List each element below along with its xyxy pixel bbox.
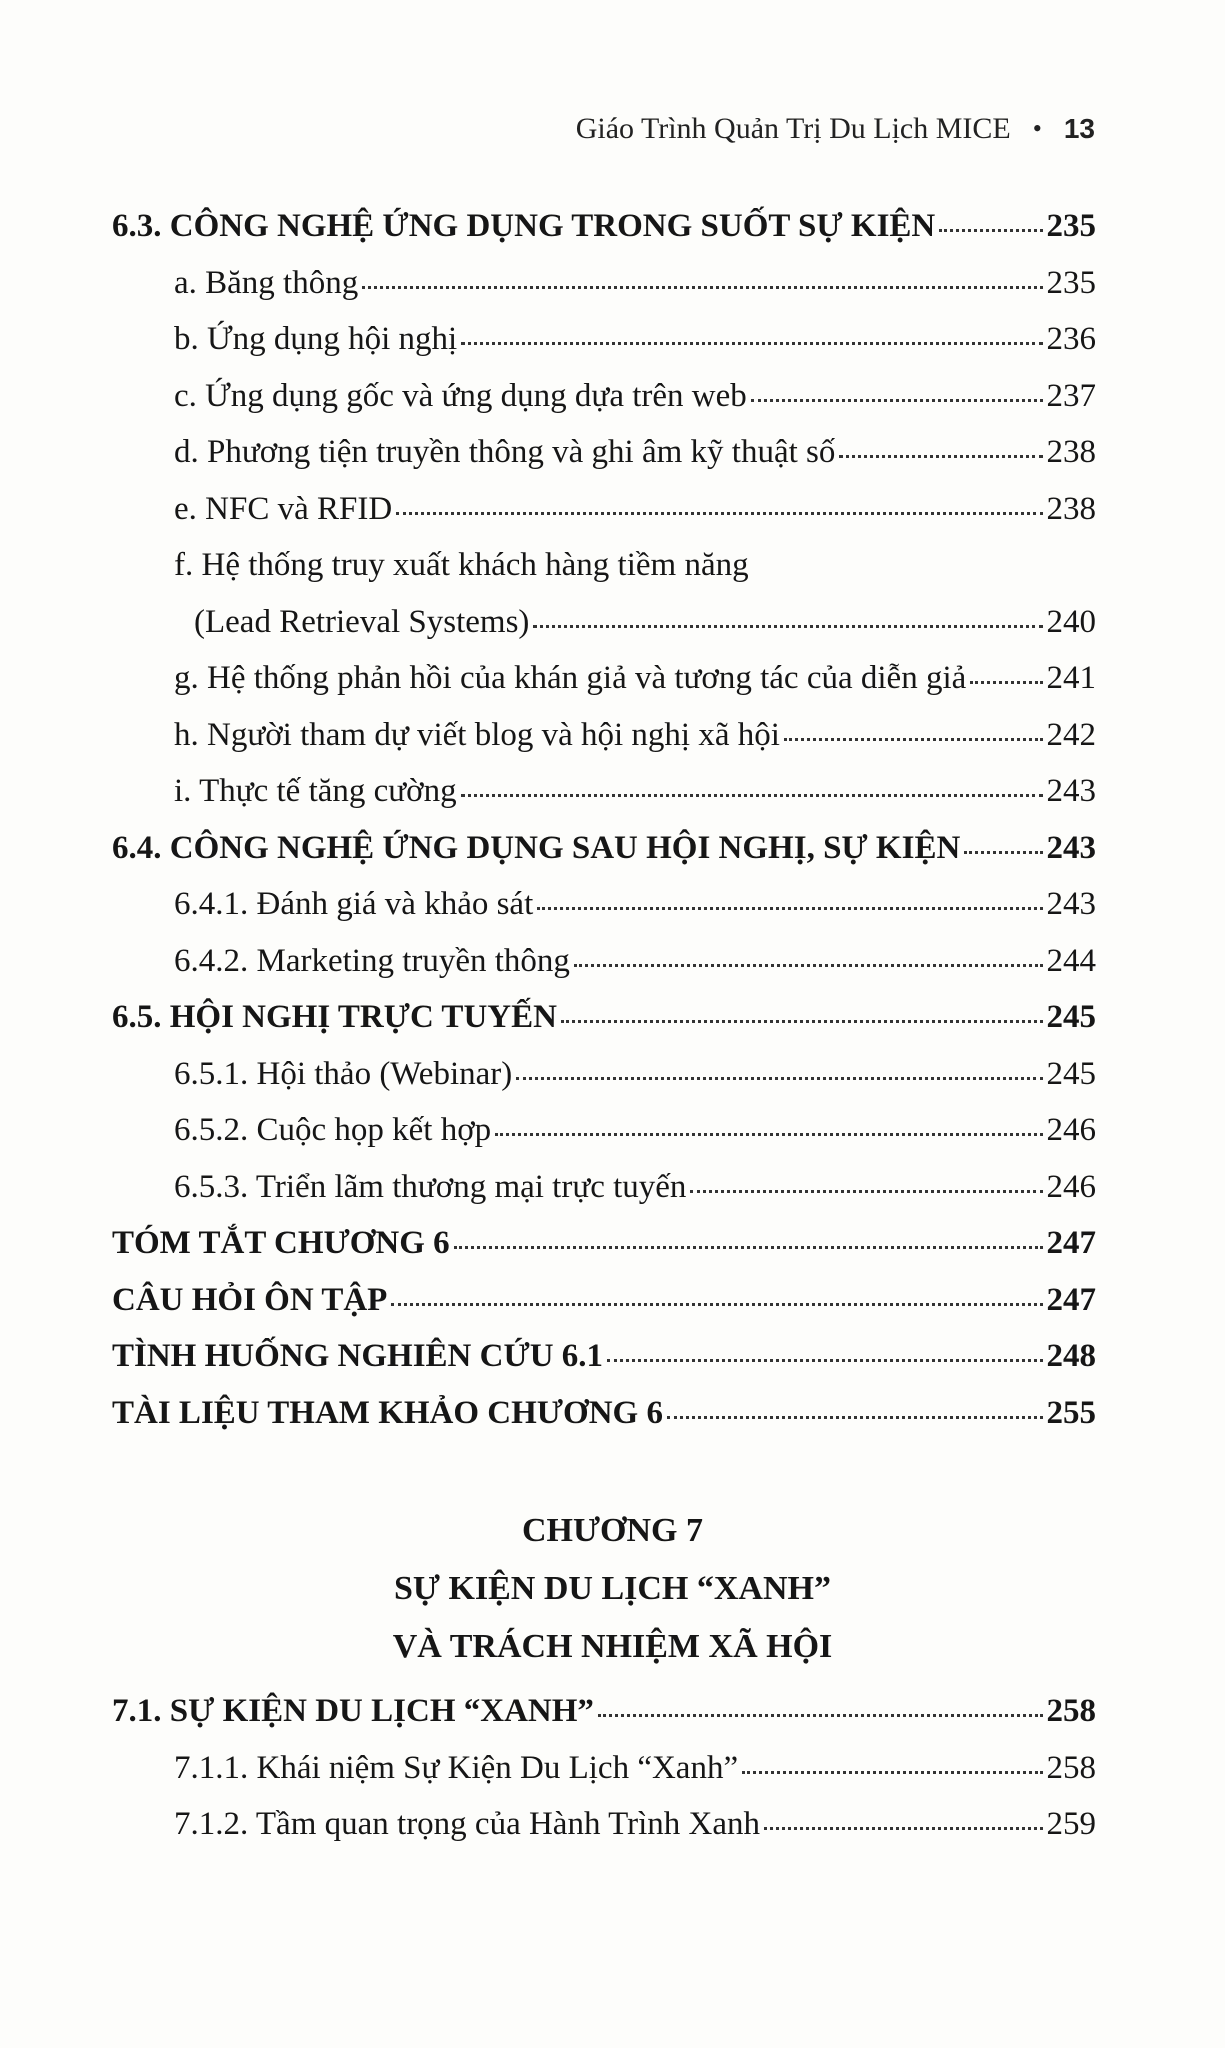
toc-entry xyxy=(112,650,1096,707)
toc-entry xyxy=(112,876,1096,933)
dot-leader xyxy=(964,851,1042,854)
dot-leader xyxy=(454,1246,1043,1249)
dot-leader xyxy=(970,681,1042,684)
toc-entry-page: 247 xyxy=(1046,1225,1096,1261)
dot-leader xyxy=(391,1303,1042,1306)
toc-entry-title: g. Hệ thống phản hồi của khán giả và tương tác của diễn giả xyxy=(174,660,967,696)
toc-entry xyxy=(112,707,1096,764)
toc-entry xyxy=(112,594,1096,651)
toc-entry xyxy=(112,1740,1096,1797)
toc-entry xyxy=(112,1796,1096,1853)
toc-entry-title: TÀI LIỆU THAM KHẢO CHƯƠNG 6 xyxy=(112,1394,663,1431)
toc-entry-page: 258 xyxy=(1046,1693,1096,1729)
toc-entry-title: 7.1. SỰ KIỆN DU LỊCH “XANH” xyxy=(112,1693,594,1729)
toc-entry xyxy=(112,198,1096,255)
toc-entry-title: TÌNH HUỐNG NGHIÊN CỨU 6.1 xyxy=(112,1338,604,1374)
dot-leader xyxy=(396,512,1042,515)
toc-entry-page: 248 xyxy=(1046,1338,1096,1374)
toc-entry xyxy=(112,1102,1096,1159)
toc-entry-page: 237 xyxy=(1046,377,1096,414)
toc-entry-page: 255 xyxy=(1046,1394,1096,1431)
dot-leader xyxy=(784,738,1043,741)
toc-entry-title: 7.1.2. Tầm quan trọng của Hành Trình Xanh xyxy=(174,1806,760,1842)
toc-entry xyxy=(112,1215,1096,1272)
toc-entry-page: 245 xyxy=(1046,1055,1096,1092)
toc-entry-title: c. Ứng dụng gốc và ứng dụng dựa trên web xyxy=(174,377,747,414)
toc-entry-page: 245 xyxy=(1046,999,1096,1035)
toc-entry-title: 6.4.1. Đánh giá và khảo sát xyxy=(174,886,534,922)
toc-entry xyxy=(112,763,1096,820)
toc-entry xyxy=(112,255,1096,312)
dot-leader xyxy=(561,1020,1043,1023)
dot-leader xyxy=(742,1771,1042,1774)
toc-entry-page: 244 xyxy=(1046,942,1096,979)
dot-leader xyxy=(751,399,1043,402)
dot-leader xyxy=(839,455,1042,458)
dot-leader xyxy=(461,794,1043,797)
toc-entry xyxy=(112,481,1096,538)
toc-entry-title: i. Thực tế tăng cường xyxy=(174,773,457,809)
toc-entry xyxy=(112,311,1096,368)
chapter-heading-line: VÀ TRÁCH NHIỆM XÃ HỘI xyxy=(392,1628,833,1665)
dot-leader xyxy=(537,907,1042,910)
toc-entry-title: 6.5.2. Cuộc họp kết hợp xyxy=(174,1112,492,1148)
toc-entry-page: 246 xyxy=(1046,1112,1096,1148)
toc-entry-title: (Lead Retrieval Systems) xyxy=(194,603,530,640)
toc-entry xyxy=(112,368,1096,425)
dot-leader xyxy=(516,1077,1042,1080)
toc-entry-title: f. Hệ thống truy xuất khách hàng tiềm năng xyxy=(174,547,749,583)
toc-entry-title: 6.3. CÔNG NGHỆ ỨNG DỤNG TRONG SUỐT SỰ KIỆN xyxy=(112,208,936,244)
toc-entry-title: 7.1.1. Khái niệm Sự Kiện Du Lịch “Xanh” xyxy=(174,1749,739,1786)
chapter-7-heading xyxy=(0,1502,1225,1676)
dot-leader xyxy=(533,625,1042,628)
toc-entry-page: 238 xyxy=(1046,434,1096,470)
toc-entry-page: 236 xyxy=(1046,321,1096,357)
dot-leader xyxy=(764,1827,1043,1830)
toc-entry xyxy=(112,1683,1096,1740)
toc-entry-title: 6.5. HỘI NGHỊ TRỰC TUYẾN xyxy=(112,999,557,1035)
toc-entry xyxy=(112,989,1096,1046)
dot-leader xyxy=(667,1416,1043,1419)
chapter-heading-line: CHƯƠNG 7 xyxy=(521,1512,703,1549)
toc-entry-title: 6.5.1. Hội thảo (Webinar) xyxy=(174,1055,513,1092)
toc-entry-page: 235 xyxy=(1046,208,1096,244)
toc-entry-title: CÂU HỎI ÔN TẬP xyxy=(112,1281,388,1318)
dot-leader xyxy=(939,229,1042,232)
toc-entry-page: 258 xyxy=(1046,1749,1096,1786)
toc-entry xyxy=(112,1159,1096,1216)
book-title: Giáo Trình Quản Trị Du Lịch MICE xyxy=(575,112,1011,145)
toc-entry-page: 246 xyxy=(1046,1168,1096,1205)
toc-entry xyxy=(112,1385,1096,1442)
toc-entry xyxy=(112,1046,1096,1103)
toc-entry-title: 6.5.3. Triển lãm thương mại trực tuyến xyxy=(174,1168,687,1205)
toc-entry xyxy=(112,1272,1096,1329)
toc-entry-page: 238 xyxy=(1046,490,1096,527)
toc-entry-page: 241 xyxy=(1046,660,1096,696)
toc-entry-page: 243 xyxy=(1046,829,1096,866)
toc-entry-page: 243 xyxy=(1046,773,1096,809)
toc-entry-page: 247 xyxy=(1046,1281,1096,1318)
toc-entry-page: 259 xyxy=(1046,1806,1096,1842)
dot-leader xyxy=(461,342,1042,345)
toc-entry-page: 243 xyxy=(1046,886,1096,922)
toc-entry-title: a. Băng thông xyxy=(174,264,359,301)
dot-leader xyxy=(598,1714,1043,1717)
toc-entry xyxy=(112,820,1096,877)
toc-entry-page: 242 xyxy=(1046,716,1096,753)
toc-entry-title: d. Phương tiện truyền thông và ghi âm kỹ thuật số xyxy=(174,434,836,470)
toc-entry-title: 6.4. CÔNG NGHỆ ỨNG DỤNG SAU HỘI NGHỊ, SỰ KIỆN xyxy=(112,829,961,866)
dot-leader xyxy=(690,1190,1042,1193)
running-header xyxy=(576,112,1095,146)
dot-leader xyxy=(574,964,1043,967)
toc-entry xyxy=(112,933,1096,990)
dot-leader xyxy=(362,286,1042,289)
page-number: 13 xyxy=(1063,113,1095,144)
toc-entry xyxy=(112,1328,1096,1385)
dot-leader xyxy=(495,1133,1042,1136)
header-bullet: • xyxy=(1032,114,1042,143)
toc-entry-title: h. Người tham dự viết blog và hội nghị xã hội xyxy=(174,716,780,753)
toc-entry xyxy=(112,424,1096,481)
chapter-heading-line: SỰ KIỆN DU LỊCH “XANH” xyxy=(393,1570,831,1607)
dot-leader xyxy=(607,1359,1042,1362)
toc-entry-title: b. Ứng dụng hội nghị xyxy=(174,321,458,357)
toc-entry-title: e. NFC và RFID xyxy=(174,490,393,527)
toc-chapter-7-list xyxy=(112,1683,1096,1853)
toc-entry-page: 240 xyxy=(1046,603,1096,640)
toc-entry-title: 6.4.2. Marketing truyền thông xyxy=(174,942,570,979)
toc-entry xyxy=(112,537,1096,594)
toc-entry-title: TÓM TẮT CHƯƠNG 6 xyxy=(112,1225,450,1261)
toc-entry-page: 235 xyxy=(1046,264,1096,301)
toc-chapter-6-list xyxy=(112,198,1096,1441)
